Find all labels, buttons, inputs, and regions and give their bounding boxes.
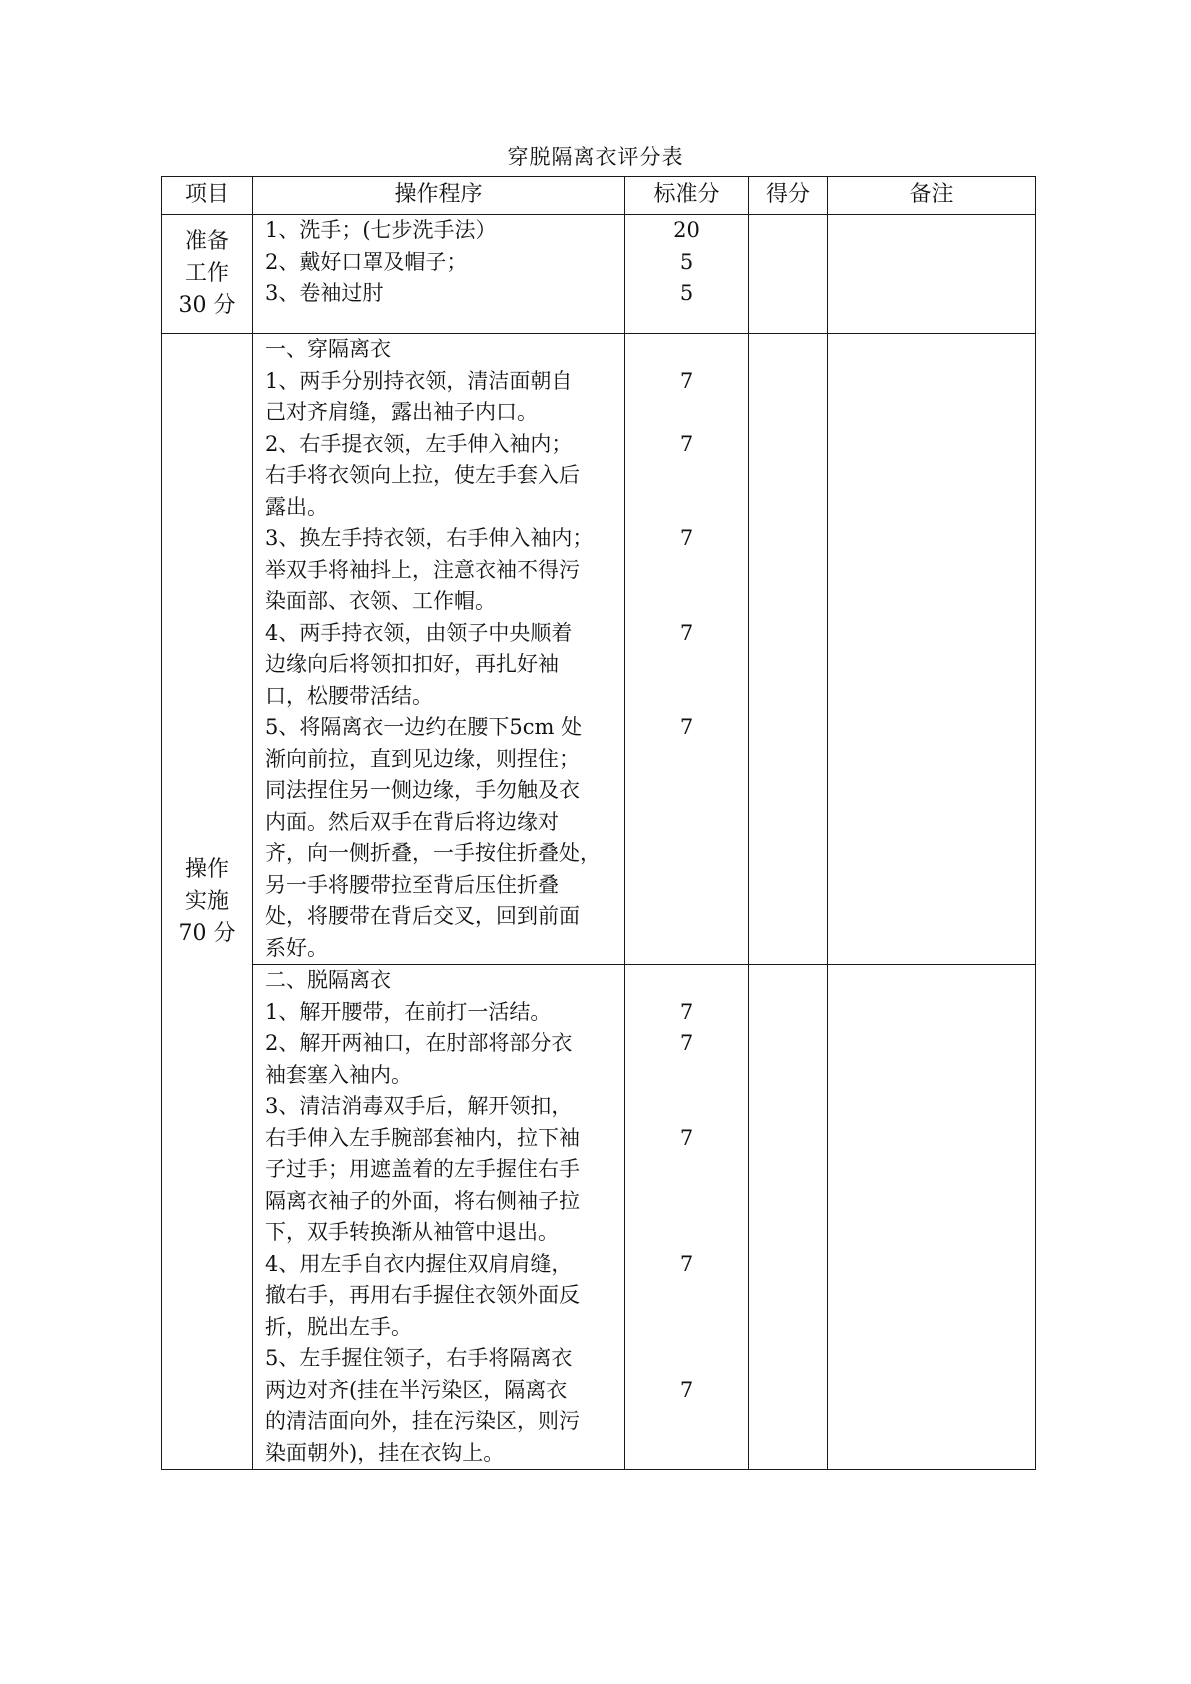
procedure-line: 5、将隔离衣一边约在腰下5cm 处	[265, 715, 583, 739]
procedure-line: 1、洗手；(七步洗手法）	[265, 218, 497, 242]
standard-score-value	[625, 492, 748, 524]
header-standard-score: 标准分	[625, 177, 749, 215]
standard-score-value	[625, 1091, 748, 1123]
prep-standard-scores	[625, 215, 749, 334]
category-line: 准备	[184, 229, 229, 254]
procedure-line: 边缘向后将领扣扣好，再扎好袖	[265, 652, 559, 676]
prep-row	[162, 215, 1036, 334]
header-remarks: 备注	[828, 177, 1036, 215]
header-row	[162, 177, 1036, 215]
procedure-line: 染面部、衣领、工作帽。	[265, 589, 496, 613]
category-line: 70 分	[178, 920, 236, 946]
standard-score-value	[625, 1343, 748, 1375]
category-prep	[162, 215, 253, 334]
procedure-line: 的清洁面向外，挂在污染区，则污	[265, 1409, 580, 1433]
procedure-line: 2、右手提衣领，左手伸入袖内；	[265, 431, 573, 456]
standard-score-value	[625, 586, 748, 618]
score-table	[161, 176, 1036, 1470]
standard-score-value: 7	[679, 1251, 694, 1276]
procedure-line: 口，松腰带活结。	[265, 683, 433, 708]
donning-remarks-cell[interactable]	[828, 334, 1036, 965]
category-line: 操作	[184, 856, 229, 882]
procedure-line: 折，脱出左手。	[265, 1314, 412, 1339]
standard-score-value: 7	[679, 620, 694, 645]
section-heading-donning: 一、穿隔离衣	[265, 337, 391, 361]
standard-score-value	[625, 1280, 748, 1312]
standard-score-value: 7	[679, 999, 694, 1024]
prep-remarks-cell[interactable]	[828, 215, 1036, 334]
donning-score-cell[interactable]	[749, 334, 828, 965]
procedure-line: 1、解开腰带，在前打一活结。	[265, 999, 552, 1024]
doffing-procedure	[253, 965, 625, 1470]
procedure-line: 隔离衣袖子的外面，将右侧袖子拉	[265, 1188, 580, 1213]
operation-row-2	[162, 965, 1036, 1470]
standard-score-value: 7	[679, 1377, 694, 1402]
procedure-line: 1、两手分别持衣领，清洁面朝自	[265, 368, 573, 393]
procedure-line: 同法捏住另一侧边缘，手勿触及衣	[265, 778, 580, 802]
standard-score-value	[625, 460, 748, 492]
standard-score-value	[625, 1060, 748, 1092]
procedure-line: 内面。然后双手在背后将边缘对	[265, 809, 559, 834]
standard-score-value	[625, 1186, 748, 1218]
procedure-line: 另一手将腰带拉至背后压住折叠	[265, 872, 559, 897]
standard-score-value	[625, 681, 748, 713]
standard-score-value	[625, 1217, 748, 1249]
standard-score-value	[625, 965, 748, 997]
procedure-line: 齐，向一侧折叠，一手按住折叠处，	[265, 841, 601, 865]
operation-row-1	[162, 334, 1036, 965]
standard-score-value	[625, 397, 748, 429]
procedure-line: 子过手；用遮盖着的左手握住右手	[265, 1157, 580, 1181]
standard-score-value: 7	[679, 715, 694, 739]
procedure-line: 5、左手握住领子，右手将隔离衣	[265, 1346, 573, 1370]
standard-score-value: 5	[679, 281, 694, 305]
category-line: 实施	[184, 888, 229, 914]
standard-score-value: 7	[679, 431, 694, 456]
doffing-score-cell[interactable]	[749, 965, 828, 1470]
standard-score-value: 5	[679, 249, 694, 274]
procedure-line: 露出。	[265, 494, 328, 519]
procedure-line: 举双手将袖抖上，注意衣袖不得污	[265, 557, 580, 582]
procedure-line: 右手将衣领向上拉，使左手套入后	[265, 463, 580, 487]
donning-procedure	[253, 334, 625, 965]
standard-score-value: 7	[679, 526, 694, 550]
donning-standard-scores	[625, 334, 749, 965]
procedure-line: 3、清洁消毒双手后，解开领扣，	[265, 1094, 573, 1118]
document-title: 穿脱隔离衣评分表	[507, 145, 684, 169]
prep-score-cell[interactable]	[749, 215, 828, 334]
doffing-standard-scores	[625, 965, 749, 1470]
procedure-line: 两边对齐(挂在半污染区，隔离衣	[265, 1377, 568, 1402]
procedure-line: 染面朝外)，挂在衣钩上。	[265, 1440, 505, 1465]
standard-score-value	[625, 1312, 748, 1344]
category-line: 30 分	[178, 293, 236, 318]
procedure-line: 3、卷袖过肘	[265, 281, 384, 305]
section-heading-doffing: 二、脱隔离衣	[265, 968, 391, 992]
standard-score-value: 7	[679, 368, 694, 393]
standard-score-value: 20	[673, 218, 700, 242]
category-line: 工作	[184, 261, 229, 286]
header-procedure: 操作程序	[253, 177, 625, 215]
procedure-line: 4、用左手自衣内握住双肩肩缝，	[265, 1251, 573, 1276]
standard-score-value: 7	[679, 1031, 694, 1055]
procedure-line: 3、换左手持衣领，右手伸入袖内；	[265, 526, 594, 550]
standard-score-value	[625, 334, 748, 366]
header-score: 得分	[749, 177, 828, 215]
procedure-line: 处，将腰带在背后交叉，回到前面	[265, 904, 580, 928]
procedure-line: 右手伸入左手腕部套袖内，拉下袖	[265, 1125, 580, 1150]
doffing-remarks-cell[interactable]	[828, 965, 1036, 1470]
procedure-line: 袖套塞入袖内。	[265, 1062, 412, 1087]
header-item: 项目	[162, 177, 253, 215]
procedure-line: 2、解开两袖口，在肘部将部分衣	[265, 1031, 573, 1055]
procedure-line: 下，双手转换渐从袖管中退出。	[265, 1220, 559, 1244]
standard-score-value	[625, 649, 748, 681]
procedure-line: 系好。	[265, 935, 328, 960]
prep-procedure	[253, 215, 625, 334]
standard-score-value	[625, 1154, 748, 1186]
procedure-line: 渐向前拉，直到见边缘，则捏住；	[265, 746, 580, 771]
procedure-line: 2、戴好口罩及帽子；	[265, 249, 468, 274]
standard-score-value	[625, 555, 748, 587]
procedure-line: 己对齐肩缝，露出袖子内口。	[265, 400, 538, 424]
procedure-line: 4、两手持衣领，由领子中央顺着	[265, 620, 573, 645]
procedure-line: 撤右手，再用右手握住衣领外面反	[265, 1283, 580, 1307]
category-operation	[162, 334, 253, 1470]
standard-score-value: 7	[679, 1125, 694, 1150]
